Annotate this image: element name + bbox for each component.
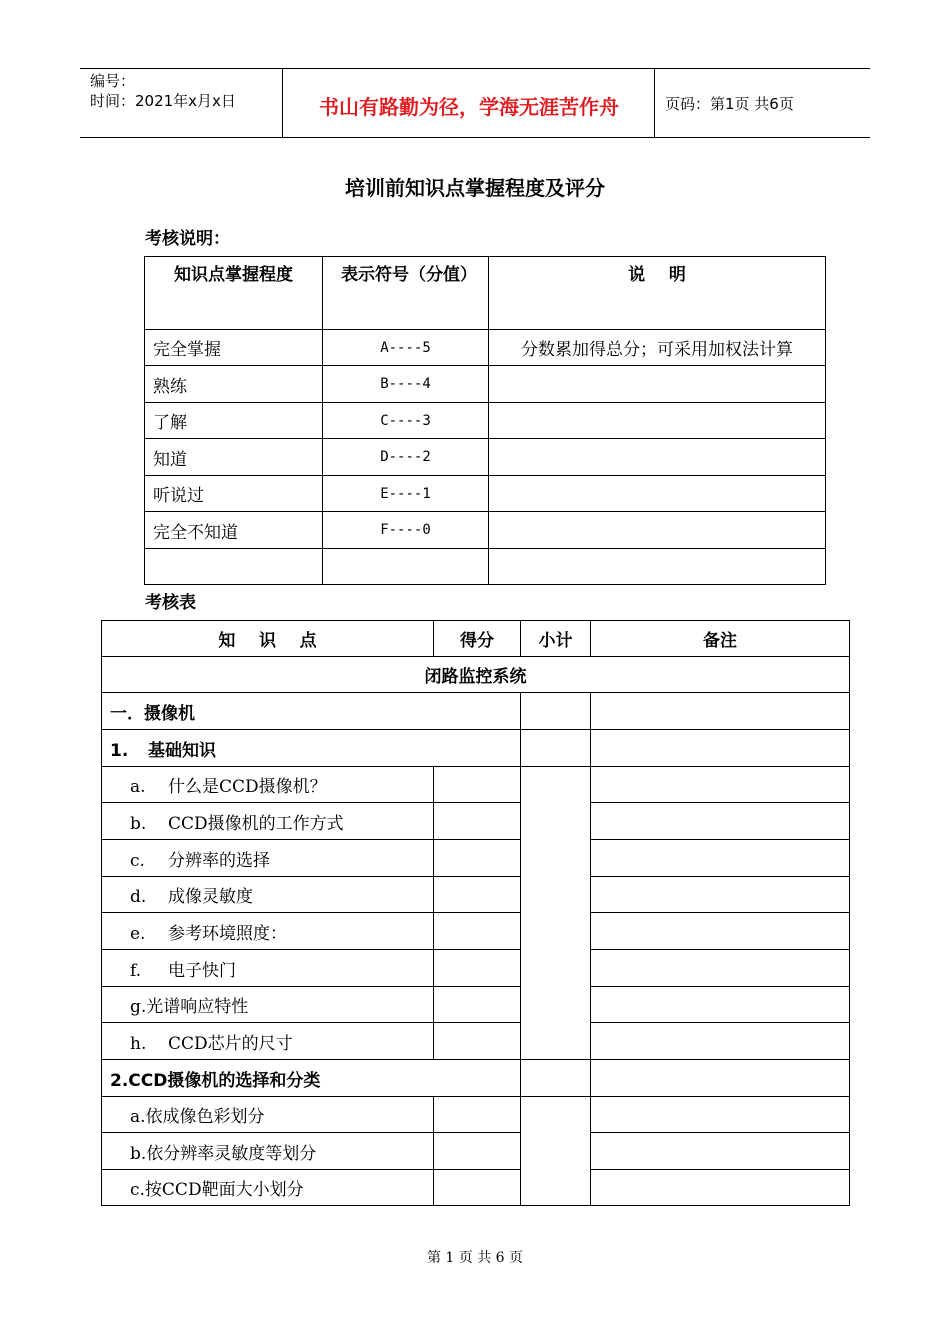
- remark-cell[interactable]: [591, 767, 850, 803]
- item-text: 分辨率的选择: [168, 850, 270, 871]
- score-cell[interactable]: [434, 767, 521, 803]
- scoring-legend-table: [144, 256, 826, 585]
- remark-cell[interactable]: [591, 1023, 850, 1060]
- note-cell: [489, 403, 826, 439]
- group-number: 1.: [110, 740, 129, 761]
- table-row: [145, 366, 826, 403]
- header-meta: [90, 71, 236, 111]
- score-cell[interactable]: [434, 803, 521, 840]
- table-row: [102, 1170, 850, 1206]
- score-cell[interactable]: [434, 840, 521, 877]
- system-title: 闭路监控系统: [102, 657, 850, 693]
- item-text: g.光谱响应特性: [130, 997, 249, 1017]
- knowledge-item: [102, 913, 434, 950]
- item-letter: h.: [130, 1033, 147, 1054]
- remark-cell[interactable]: [591, 950, 850, 987]
- table-header-row: [102, 621, 850, 657]
- score-cell[interactable]: [434, 1170, 521, 1206]
- group-title: [102, 730, 521, 767]
- document-header: [80, 68, 870, 138]
- score-cell[interactable]: [434, 877, 521, 913]
- remark-cell[interactable]: [591, 803, 850, 840]
- level-cell: 听说过: [145, 476, 323, 512]
- knowledge-item: [102, 950, 434, 987]
- knowledge-item: c.按CCD靶面大小划分: [102, 1170, 434, 1206]
- item-text: 电子快门: [168, 960, 236, 981]
- section-row: [102, 693, 850, 730]
- header-page-info: 页码：第1页 共6页: [665, 95, 794, 113]
- symbol-cell: [323, 549, 489, 585]
- level-cell: 完全掌握: [145, 330, 323, 366]
- symbol-cell: A----5: [323, 330, 489, 366]
- level-cell: 完全不知道: [145, 512, 323, 549]
- item-letter: b.: [130, 813, 147, 834]
- remark-cell[interactable]: [591, 1060, 850, 1097]
- symbol-cell: D----2: [323, 439, 489, 476]
- table-header-row: [145, 257, 826, 330]
- level-cell: 知道: [145, 439, 323, 476]
- header-divider: [654, 69, 655, 137]
- item-letter: c.: [130, 850, 145, 871]
- remark-cell[interactable]: [591, 693, 850, 730]
- group-name: 基础知识: [148, 740, 216, 761]
- remark-cell[interactable]: [591, 913, 850, 950]
- table-row: [102, 840, 850, 877]
- column-header: 说 明: [489, 257, 826, 330]
- score-cell[interactable]: [434, 950, 521, 987]
- column-header: 得分: [434, 621, 521, 657]
- item-letter: a.: [130, 777, 146, 797]
- note-cell: [489, 366, 826, 403]
- remark-cell[interactable]: [591, 840, 850, 877]
- assessment-table-heading: 考核表: [145, 593, 196, 613]
- table-row: [102, 987, 850, 1023]
- subtotal-cell[interactable]: [521, 767, 591, 1060]
- section-title: 一．摄像机: [102, 693, 521, 730]
- remark-cell[interactable]: [591, 730, 850, 767]
- knowledge-item: b.依分辨率灵敏度等划分: [102, 1133, 434, 1170]
- remark-cell[interactable]: [591, 877, 850, 913]
- item-text: CCD摄像机的工作方式: [168, 813, 344, 834]
- table-row: [145, 439, 826, 476]
- code-label: 编号：: [90, 72, 136, 90]
- knowledge-item: [102, 803, 434, 840]
- level-cell: 了解: [145, 403, 323, 439]
- note-cell: 分数累加得总分；可采用加权法计算: [489, 330, 826, 366]
- group-title: 2.CCD摄像机的选择和分类: [102, 1060, 521, 1097]
- item-text: CCD芯片的尺寸: [168, 1033, 293, 1054]
- system-row: [102, 657, 850, 693]
- level-cell: [145, 549, 323, 585]
- note-cell: [489, 549, 826, 585]
- table-row: [145, 549, 826, 585]
- knowledge-item: [102, 877, 434, 913]
- subtotal-cell[interactable]: [521, 730, 591, 767]
- header-motto: 书山有路勤为径，学海无涯苦作舟: [319, 95, 619, 119]
- table-row: [145, 476, 826, 512]
- knowledge-item: [102, 840, 434, 877]
- item-text: 参考环境照度：: [168, 923, 287, 944]
- page-footer: 第 1 页 共 6 页: [426, 1250, 524, 1266]
- table-row: [102, 767, 850, 803]
- column-header: 表示符号（分值）: [323, 257, 489, 330]
- page-title: 培训前知识点掌握程度及评分: [345, 176, 605, 200]
- item-text: 什么是CCD摄像机？: [168, 777, 327, 797]
- table-row: [102, 950, 850, 987]
- remark-cell[interactable]: [591, 1097, 850, 1133]
- symbol-cell: F----0: [323, 512, 489, 549]
- remark-cell[interactable]: [591, 987, 850, 1023]
- table-row: [102, 877, 850, 913]
- score-cell[interactable]: [434, 1097, 521, 1133]
- table-row: [145, 512, 826, 549]
- level-cell: 熟练: [145, 366, 323, 403]
- item-letter: e.: [130, 923, 146, 944]
- assessment-table: [101, 620, 850, 1206]
- table-row: [102, 1023, 850, 1060]
- knowledge-item: a.依成像色彩划分: [102, 1097, 434, 1133]
- knowledge-item: [102, 767, 434, 803]
- time-label: 时间：2021年x月x日: [90, 92, 236, 110]
- remark-cell[interactable]: [591, 1133, 850, 1170]
- column-header: 备注: [591, 621, 850, 657]
- subtotal-cell[interactable]: [521, 1097, 591, 1206]
- table-row: [102, 913, 850, 950]
- score-cell[interactable]: [434, 1133, 521, 1170]
- score-cell[interactable]: [434, 913, 521, 950]
- item-text: 成像灵敏度: [168, 887, 253, 907]
- subtotal-cell[interactable]: [521, 693, 591, 730]
- score-cell[interactable]: [434, 1023, 521, 1060]
- item-letter: d.: [130, 887, 147, 907]
- column-header: 小计: [521, 621, 591, 657]
- score-cell[interactable]: [434, 987, 521, 1023]
- symbol-cell: C----3: [323, 403, 489, 439]
- table-row: [102, 1133, 850, 1170]
- subtotal-cell[interactable]: [521, 1060, 591, 1097]
- remark-cell[interactable]: [591, 1170, 850, 1206]
- group-row: [102, 730, 850, 767]
- knowledge-item: [102, 1023, 434, 1060]
- item-letter: f.: [130, 960, 142, 981]
- table-row: [102, 803, 850, 840]
- note-cell: [489, 512, 826, 549]
- group-row: [102, 1060, 850, 1097]
- symbol-cell: B----4: [323, 366, 489, 403]
- column-header: 知 识 点: [102, 621, 434, 657]
- note-cell: [489, 439, 826, 476]
- table-row: [145, 330, 826, 366]
- column-header: 知识点掌握程度: [145, 257, 323, 330]
- assessment-note-heading: 考核说明：: [145, 229, 230, 249]
- symbol-cell: E----1: [323, 476, 489, 512]
- table-row: [145, 403, 826, 439]
- note-cell: [489, 476, 826, 512]
- knowledge-item: [102, 987, 434, 1023]
- table-row: [102, 1097, 850, 1133]
